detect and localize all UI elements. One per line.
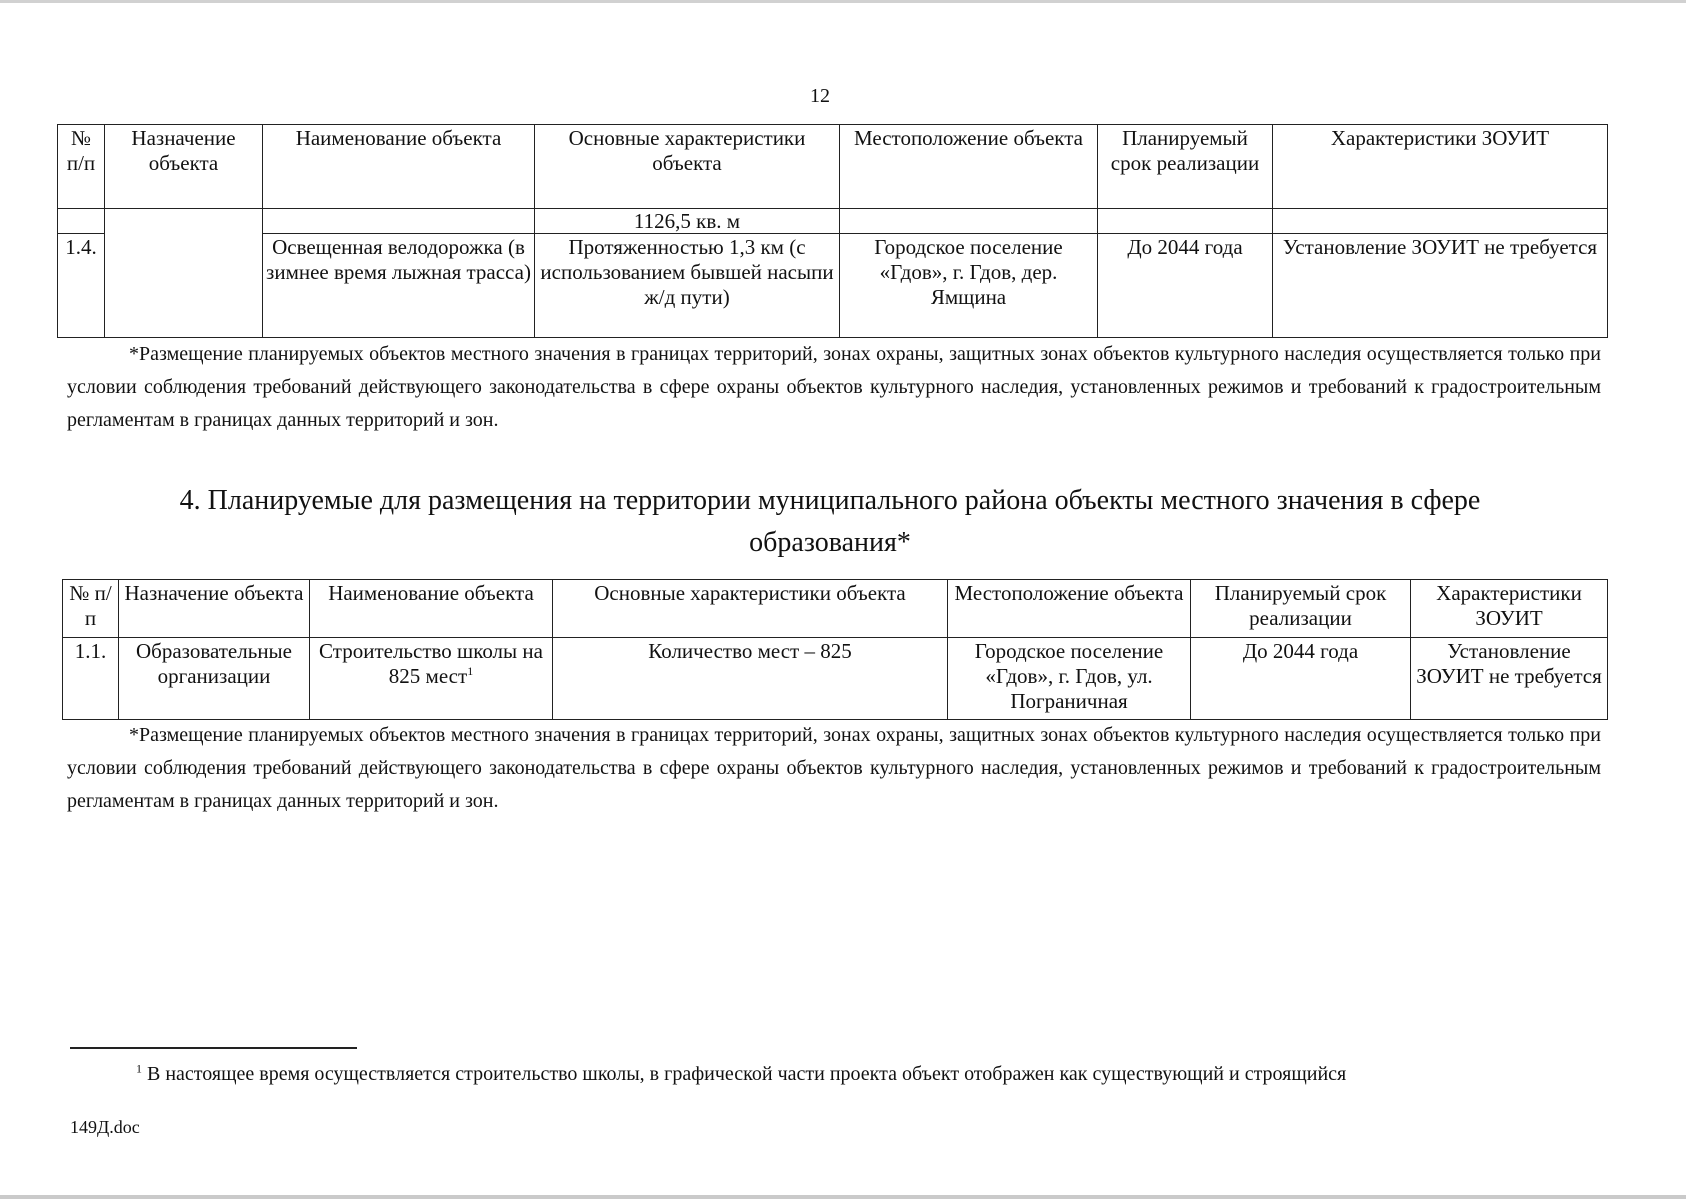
cell-name: Освещенная велодорожка (в зимнее время лыжная трасса) bbox=[263, 234, 535, 338]
section-heading: 4. Планируемые для размещения на территории муниципального района объекты местного значения в сфере образования* bbox=[179, 485, 1481, 558]
cell-name bbox=[310, 638, 553, 720]
cell-term: До 2044 года bbox=[1098, 234, 1273, 338]
footnote-ref: 1 bbox=[467, 664, 474, 678]
cell-name bbox=[263, 209, 535, 234]
header-purpose: Назначение объекта bbox=[105, 125, 263, 209]
header-num: № п/п bbox=[63, 580, 119, 638]
table-header-row bbox=[63, 580, 1608, 638]
note-heritage-2: *Размещение планируемых объектов местного значения в границах территорий, зонах охраны, защитных зонах объектов культурного наследия осуществляется только при условии соблюдения требований действующего законодательства в сфере охраны объектов культурного наследия, установленных режимов и требований к градостроительным регламентам в границах данных территорий и зон. bbox=[67, 724, 1601, 812]
cell-location: Городское поселение «Гдов», г. Гдов, ул. Пограничная bbox=[948, 638, 1191, 720]
note-heritage: *Размещение планируемых объектов местного значения в границах территорий, зонах охраны, защитных зонах объектов культурного наследия осуществляется только при условии соблюдения требований действующего законодательства в сфере охраны объектов культурного наследия, установленных режимов и требований к градостроительным регламентам в границах данных территорий и зон. bbox=[67, 343, 1601, 431]
cell-zouit: Установление ЗОУИТ не требуется bbox=[1411, 638, 1608, 720]
table-objects-continued bbox=[57, 124, 1608, 338]
header-zouit: Характеристики ЗОУИТ bbox=[1273, 125, 1608, 209]
table-row-continued bbox=[58, 209, 1608, 234]
cell-characteristics: Протяженностью 1,3 км (с использованием бывшей насыпи ж/д пути) bbox=[535, 234, 840, 338]
footnote-text: В настоящее время осуществляется строительство школы, в графической части проекта объект отображен как существующий и строящийся bbox=[147, 1063, 1347, 1085]
cell-location bbox=[840, 209, 1098, 234]
document-filename: 149Д.doc bbox=[70, 1117, 140, 1137]
table-row bbox=[63, 638, 1608, 720]
table-header-row bbox=[58, 125, 1608, 209]
cell-characteristics: 1126,5 кв. м bbox=[535, 209, 840, 234]
header-location: Местоположение объекта bbox=[948, 580, 1191, 638]
cell-purpose: Образовательные организации bbox=[119, 638, 310, 720]
page-number: 12 bbox=[810, 85, 830, 107]
scan-edge-bottom bbox=[0, 1195, 1686, 1199]
cell-characteristics: Количество мест – 825 bbox=[553, 638, 948, 720]
scan-edge-top bbox=[0, 0, 1686, 3]
header-purpose: Назначение объекта bbox=[119, 580, 310, 638]
table-row bbox=[58, 234, 1608, 338]
header-zouit: Характеристики ЗОУИТ bbox=[1411, 580, 1608, 638]
footnote bbox=[70, 1060, 1600, 1089]
header-name: Наименование объекта bbox=[310, 580, 553, 638]
cell-term: До 2044 года bbox=[1191, 638, 1411, 720]
cell-num: 1.4. bbox=[58, 234, 105, 338]
cell-zouit bbox=[1273, 209, 1608, 234]
footnote-marker: 1 bbox=[136, 1061, 142, 1076]
cell-zouit: Установление ЗОУИТ не требуется bbox=[1273, 234, 1608, 338]
cell-num: 1.1. bbox=[63, 638, 119, 720]
table-education-objects bbox=[62, 579, 1608, 720]
cell-location: Городское поселение «Гдов», г. Гдов, дер. Ямщина bbox=[840, 234, 1098, 338]
cell-num bbox=[58, 209, 105, 234]
header-location: Местоположение объекта bbox=[840, 125, 1098, 209]
header-term: Планируемый срок реализации bbox=[1191, 580, 1411, 638]
header-characteristics: Основные характеристики объекта bbox=[535, 125, 840, 209]
cell-name-text: Строительство школы на 825 мест bbox=[319, 639, 543, 688]
header-characteristics: Основные характеристики объекта bbox=[553, 580, 948, 638]
cell-purpose bbox=[105, 209, 263, 338]
footnote-separator bbox=[70, 1047, 357, 1049]
header-term: Планируемый срок реализации bbox=[1098, 125, 1273, 209]
header-name: Наименование объекта bbox=[263, 125, 535, 209]
cell-term bbox=[1098, 209, 1273, 234]
header-num: № п/п bbox=[58, 125, 105, 209]
